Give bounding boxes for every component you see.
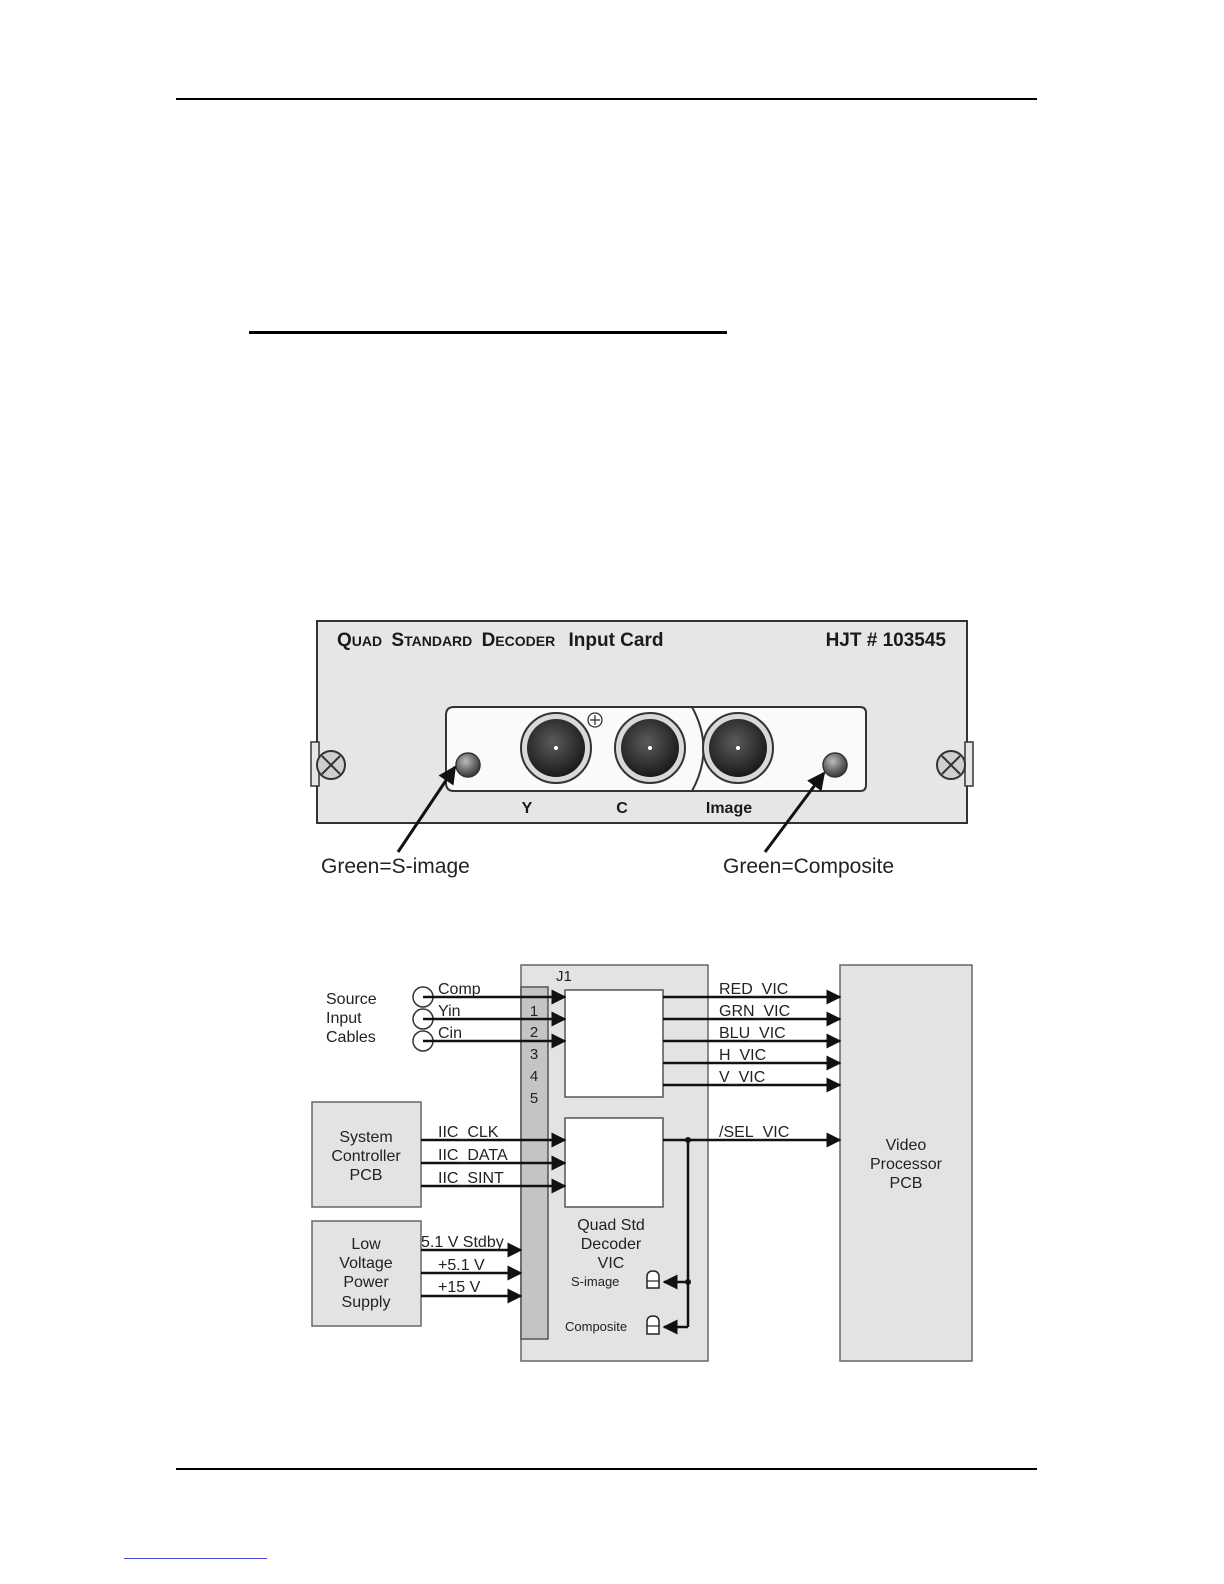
right-screw-icon <box>937 751 965 779</box>
j1-label: J1 <box>556 968 572 985</box>
block-diagram <box>312 965 972 1361</box>
power-supply-line-2: Voltage <box>339 1255 393 1272</box>
cin-label: Cin <box>438 1025 463 1042</box>
iic-sint-label: IIC_SINT <box>438 1170 504 1187</box>
plus-mark-icon <box>588 713 602 727</box>
source-label-line-1: Source <box>326 991 377 1008</box>
vic-label-line-1: Quad Std <box>577 1217 645 1234</box>
system-controller-line-1: System <box>339 1129 393 1146</box>
blu-vic-label: BLU_VIC <box>719 1025 786 1042</box>
card-title: QUAD STANDARD DECODER Input Card <box>337 630 664 651</box>
decoder-box <box>565 990 663 1097</box>
image-label: Image <box>705 800 753 817</box>
vic-label-line-3: VIC <box>597 1255 625 1272</box>
system-controller-line-3: PCB <box>349 1167 383 1184</box>
y-label: Y <box>521 800 533 817</box>
sel-vic-label: /SEL_VIC <box>719 1124 790 1141</box>
video-processor-line-1: Video <box>885 1137 927 1154</box>
red-vic-label: RED_VIC <box>719 981 789 998</box>
callout-s-image: Green=S-image <box>321 855 470 878</box>
pin-2: 2 <box>529 1024 539 1041</box>
v-vic-label: V_VIC <box>719 1069 766 1086</box>
composite-led-symbol-icon <box>647 1316 659 1334</box>
s-image-led-symbol-icon <box>647 1271 659 1288</box>
callout-composite: Green=Composite <box>723 855 895 878</box>
iic-data-label: IIC_DATA <box>438 1147 508 1164</box>
card-part-number: HJT # 103545 <box>825 630 946 651</box>
pin-3: 3 <box>529 1046 539 1063</box>
comp-label: Comp <box>438 981 481 998</box>
power-supply-line-3: Power <box>343 1274 389 1291</box>
power-supply-line-4: Supply <box>341 1294 391 1311</box>
control-box <box>565 1118 663 1207</box>
y-connector-icon <box>521 713 591 783</box>
source-label-line-2: Input <box>326 1010 362 1027</box>
iic-clk-label: IIC_CLK <box>438 1124 499 1141</box>
pin-5: 5 <box>529 1090 539 1107</box>
system-controller-line-2: Controller <box>331 1148 401 1165</box>
pin-1: 1 <box>529 1003 539 1020</box>
5v-power-label: +5.1 V <box>438 1257 485 1274</box>
image-connector-icon <box>703 713 773 783</box>
yin-label: Yin <box>438 1003 461 1020</box>
grn-vic-label: GRN_VIC <box>719 1003 791 1020</box>
stdby-power-label: 5.1 V Stdby <box>421 1234 504 1251</box>
led-label-s-image: S-image <box>571 1274 620 1289</box>
source-label-line-3: Cables <box>326 1029 376 1046</box>
video-processor-line-2: Processor <box>869 1156 943 1173</box>
composite-led-icon <box>823 753 847 777</box>
vic-label-line-2: Decoder <box>580 1236 642 1253</box>
power-supply-line-1: Low <box>351 1236 381 1253</box>
left-screw-icon <box>317 751 345 779</box>
15v-power-label: +15 V <box>438 1279 481 1296</box>
input-card-panel <box>311 621 973 823</box>
pin-4: 4 <box>529 1068 539 1085</box>
c-label: C <box>616 800 628 817</box>
h-vic-label: H_VIC <box>719 1047 767 1064</box>
video-processor-line-3: PCB <box>889 1175 923 1192</box>
s-image-led-icon <box>456 753 480 777</box>
led-label-composite: Composite <box>565 1319 628 1334</box>
c-connector-icon <box>615 713 685 783</box>
